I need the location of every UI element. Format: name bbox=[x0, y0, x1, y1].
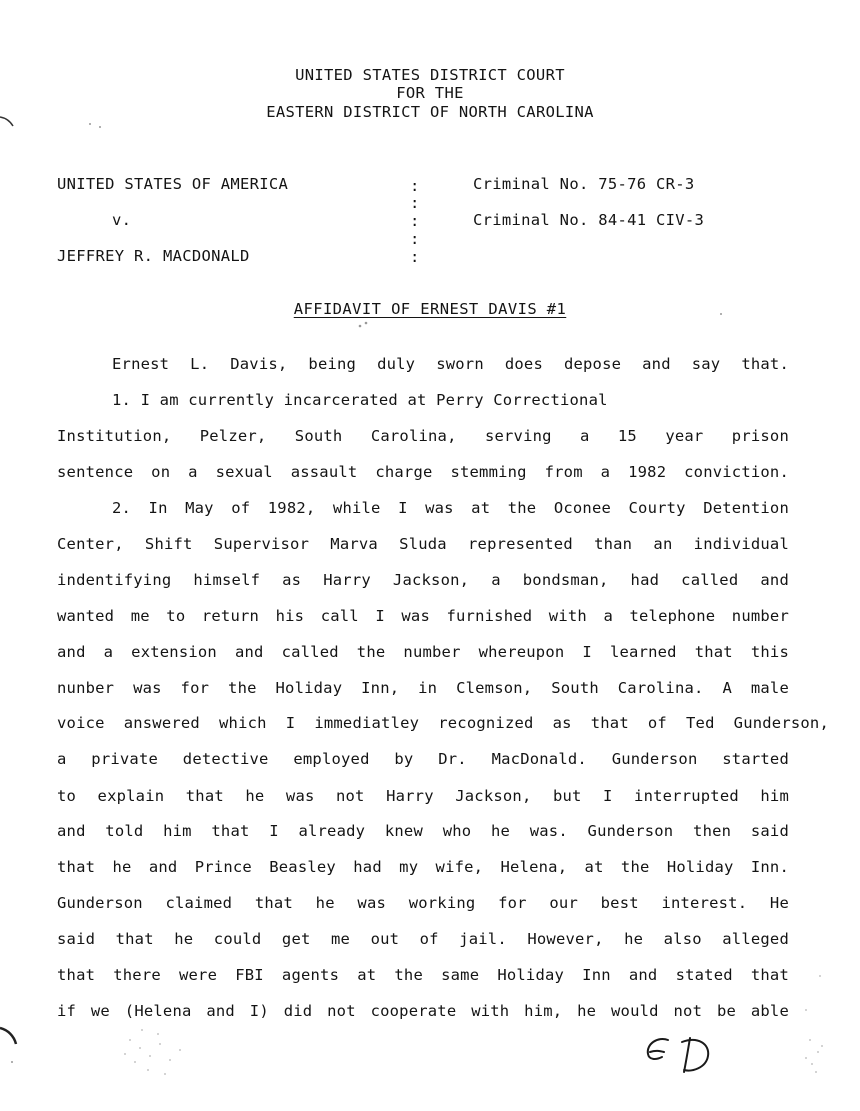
paragraph-2-line: 2. In May of 1982, while I was at the Oconee Courty Detention bbox=[112, 499, 789, 517]
paragraph-1-line: 1. I am currently incarcerated at Perry Correctional bbox=[112, 391, 608, 409]
paragraph-1-line: Institution, Pelzer, South Carolina, serving a 15 year prison bbox=[57, 427, 789, 445]
caption-divider-colon: : bbox=[410, 177, 420, 195]
affidavit-title-text: AFFIDAVIT OF ERNEST DAVIS #1 bbox=[293, 300, 567, 318]
paragraph-2-line: that he and Prince Beasley had my wife, Helena, at the Holiday Inn. bbox=[57, 858, 789, 876]
intro-line: Ernest L. Davis, being duly sworn does depose and say that. bbox=[112, 355, 789, 373]
paragraph-1-line: sentence on a sexual assault charge stemming from a 1982 conviction. bbox=[57, 463, 789, 481]
paragraph-2-line: to explain that he was not Harry Jackson, but I interrupted him bbox=[57, 787, 789, 805]
caption-plaintiff: UNITED STATES OF AMERICA bbox=[57, 175, 289, 193]
court-name-line-3: EASTERN DISTRICT OF NORTH CAROLINA bbox=[266, 103, 594, 121]
paragraph-2-line: indentifying himself as Harry Jackson, a bondsman, had called and bbox=[57, 571, 789, 589]
case-number-civil: Criminal No. 84-41 CIV-3 bbox=[473, 211, 705, 229]
caption-divider-colon: : bbox=[410, 212, 420, 230]
paragraph-2-line: voice answered which I immediatley recognized as that of Ted Gunderson, bbox=[57, 714, 829, 732]
paragraph-2-line: and told him that I already knew who he was. Gunderson then said bbox=[57, 822, 789, 840]
court-name-line-1: UNITED STATES DISTRICT COURT bbox=[295, 66, 565, 84]
caption-defendant: JEFFREY R. MACDONALD bbox=[57, 247, 250, 265]
paragraph-2-line: wanted me to return his call I was furnished with a telephone number bbox=[57, 607, 789, 625]
caption-versus: v. bbox=[112, 211, 132, 229]
paragraph-2-line: a private detective employed by Dr. MacDonald. Gunderson started bbox=[57, 750, 789, 768]
paragraph-2-line: Gunderson claimed that he was working for our best interest. He bbox=[57, 894, 789, 912]
caption-divider-colon: : bbox=[410, 248, 420, 266]
paragraph-2-line: and a extension and called the number whereupon I learned that this bbox=[57, 643, 789, 661]
case-number-criminal: Criminal No. 75-76 CR-3 bbox=[473, 175, 695, 193]
paragraph-2-line: Center, Shift Supervisor Marva Sluda represented than an individual bbox=[57, 535, 789, 553]
paragraph-2-line: said that he could get me out of jail. However, he also alleged bbox=[57, 930, 789, 948]
paragraph-2-line: if we (Helena and I) did not cooperate with him, he would not be able bbox=[57, 1002, 789, 1020]
caption-divider-colon: : bbox=[410, 230, 420, 248]
paragraph-2-line: nunber was for the Holiday Inn, in Clemson, South Carolina. A male bbox=[57, 679, 789, 697]
court-name-line-2: FOR THE bbox=[396, 84, 464, 102]
paragraph-2-line: that there were FBI agents at the same Holiday Inn and stated that bbox=[57, 966, 789, 984]
caption-divider-colon: : bbox=[410, 194, 420, 212]
